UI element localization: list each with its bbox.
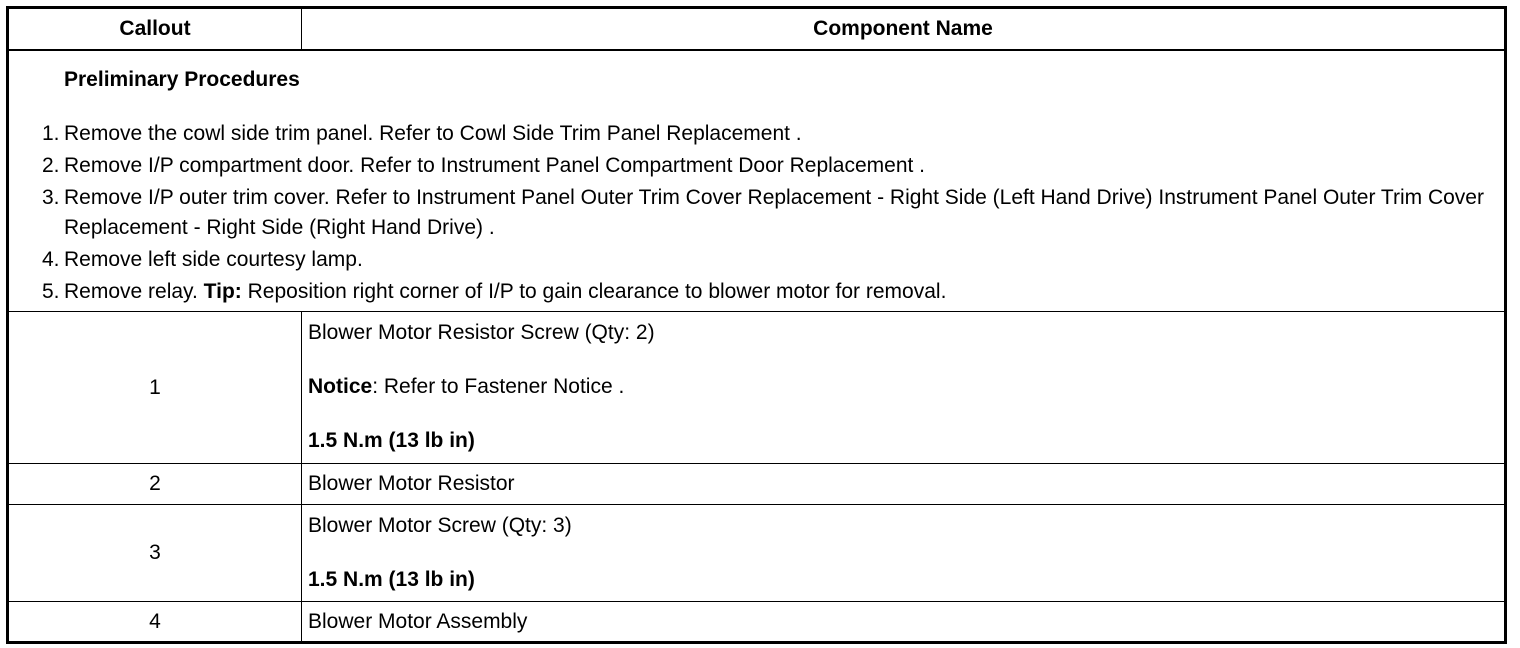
component-name-cell [302,464,1506,505]
step-number: 4. [42,248,60,271]
step-text [62,277,1504,307]
preliminary-procedures-cell [8,50,1506,312]
preliminary-procedures-title: Preliminary Procedures [64,68,300,91]
callout-cell: 1 [8,312,302,464]
callout-cell: 3 [8,505,302,602]
step-number: 5. [42,280,60,303]
notice-body: : Refer to Fastener Notice . [372,375,625,398]
table-row [8,312,1506,464]
step-text: Remove the cowl side trim panel. Refer to Cowl Side Trim Panel Replacement . [64,122,802,145]
preliminary-procedures-row [8,50,1506,312]
notice-text [308,372,1496,402]
step-number: 2. [42,154,60,177]
column-header-component-name: Component Name [302,8,1506,51]
component-name-cell [302,505,1506,602]
procedure-step [9,151,1504,183]
procedure-step [9,183,1504,245]
step-text-before: Remove relay. [64,280,204,303]
tip-label: Tip: [203,280,242,303]
step-number: 3. [42,186,60,209]
component-name: Blower Motor Resistor Screw (Qty: 2) [308,321,655,344]
component-table [6,6,1507,644]
step-text: Remove left side courtesy lamp. [64,248,363,271]
torque-spec: 1.5 N.m (13 lb in) [308,429,475,452]
table-row [8,505,1506,602]
column-header-callout: Callout [8,8,302,51]
step-number: 1. [42,122,60,145]
component-name: Blower Motor Assembly [308,609,528,633]
component-name-cell [302,312,1506,464]
step-text-after: Reposition right corner of I/P to gain clearance to blower motor for removal. [241,280,947,303]
procedure-step [9,119,1504,151]
notice-label: Notice [308,375,373,398]
component-name-cell [302,602,1506,643]
component-name: Blower Motor Screw (Qty: 3) [308,514,572,537]
callout-cell: 4 [8,602,302,643]
torque-spec: 1.5 N.m (13 lb in) [308,568,475,591]
component-name: Blower Motor Resistor [308,472,515,495]
procedure-step [9,277,1504,309]
step-text: Remove I/P compartment door. Refer to Instrument Panel Compartment Door Replacement . [64,154,925,177]
table-header-row [8,8,1506,51]
table-row [8,464,1506,505]
step-text: Remove I/P outer trim cover. Refer to Instrument Panel Outer Trim Cover Replacement - Right Side (Left Hand Drive) Instrument Panel Outer Trim Cover Replacement - Right Side (Right Hand Drive) . [64,186,1484,239]
procedure-step [9,245,1504,277]
callout-cell: 2 [8,464,302,505]
table-row [8,602,1506,643]
